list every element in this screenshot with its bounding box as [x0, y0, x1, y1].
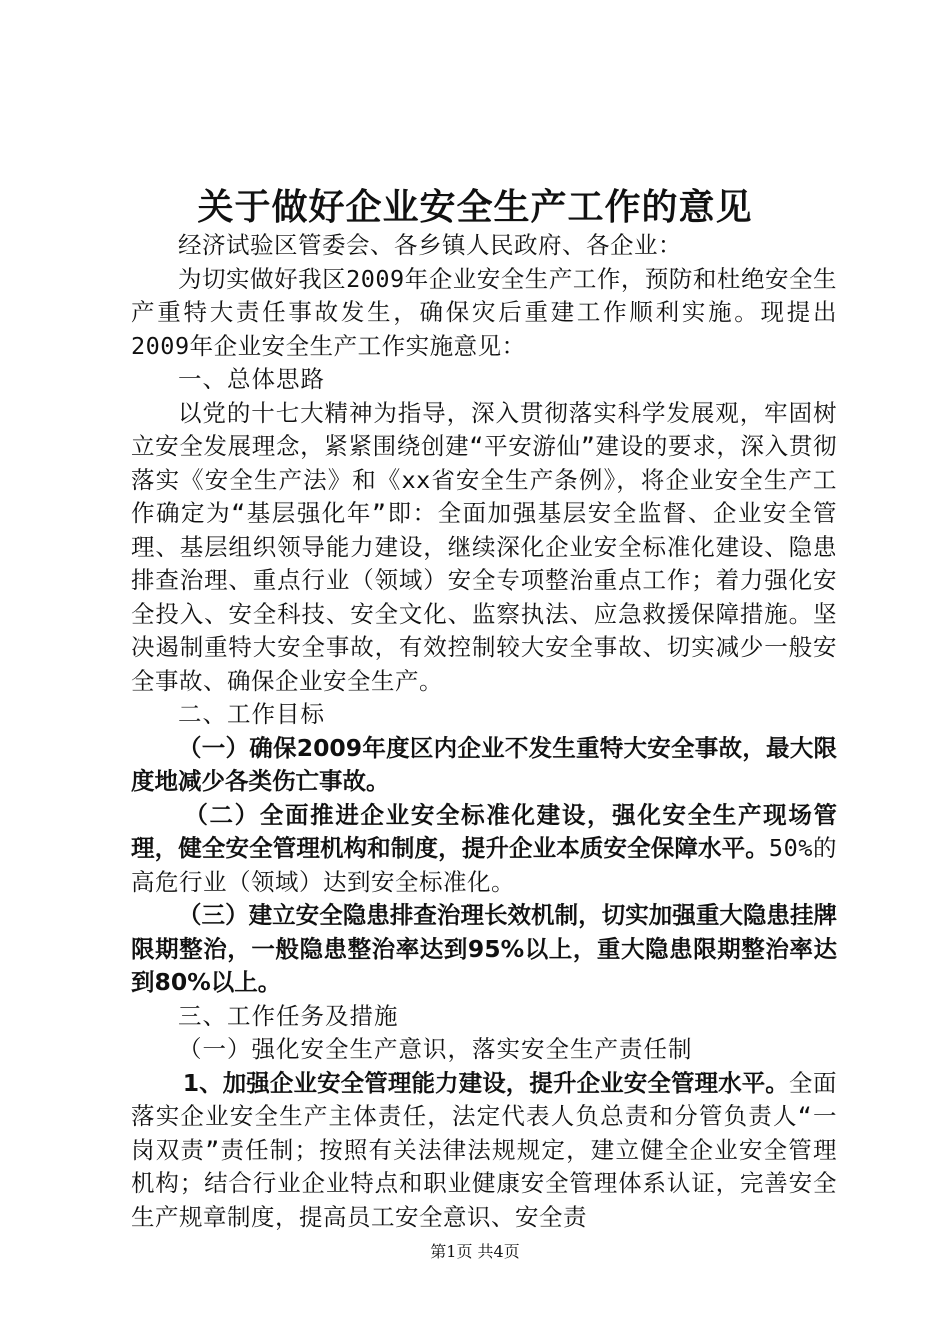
goal-2-normal-text: 50%的高危行业（领域）达到安全标准化。 — [131, 834, 837, 896]
section-heading-3: 三、工作任务及措施 — [178, 1001, 399, 1030]
intro-paragraph: 为切实做好我区2009年企业安全生产工作，预防和杜绝安全生产重特大责任事故发生，确保灾后重建工作顺利实施。现提出2009年企业安全生产工作实施意见： — [131, 264, 837, 360]
item-1-bold-text: 1、加强企业安全管理能力建设，提升企业安全管理水平。 — [182, 1068, 789, 1097]
task-1-heading: （一）强化安全生产意识，落实安全生产责任制 — [178, 1035, 693, 1063]
goal-2-bold-text: （二）全面推进企业安全标准化建设，强化安全生产现场管理，健全安全管理机构和制度，提升企业本质安全保障水平。 — [131, 800, 837, 862]
section-heading-1: 一、总体思路 — [178, 365, 325, 393]
document-title: 关于做好企业安全生产工作的意见 — [197, 186, 753, 228]
item-1-paragraph — [131, 1067, 837, 1235]
item-1-normal-text: 全面落实企业安全生产主体责任，法定代表人负总责和分管负责人“一岗双责”责任制；按照有关法律法规规定，建立健全企业安全管理机构；结合行业企业特点和职业健康安全管理体系认证，完善安全生产规章制度，提高员工安全意识、安全责 — [131, 1068, 837, 1231]
document-body — [131, 229, 837, 1234]
page-footer: 第1页 共4页 — [430, 1242, 520, 1261]
goal-1-paragraph: （一）确保2009年度区内企业不发生重特大安全事故，最大限度地减少各类伤亡事故。 — [131, 733, 837, 795]
goal-3-paragraph: （三）建立安全隐患排查治理长效机制，切实加强重大隐患挂牌限期整治，一般隐患整治率达到95%以上，重大隐患限期整治率达到80%以上。 — [131, 901, 837, 996]
addressee: 经济试验区管委会、各乡镇人民政府、各企业： — [178, 231, 682, 259]
section-1-paragraph: 以党的十七大精神为指导，深入贯彻落实科学发展观，牢固树立安全发展理念，紧紧围绕创建“平安游仙”建设的要求，深入贯彻落实《安全生产法》和《xx省安全生产条例》，将企业安全生产工作确定为“基层强化年”即：全面加强基层安全监督、企业安全管理、基层组织领导能力建设，继续深化企业安全标准化建设、隐患排查治理、重点行业（领域）安全专项整治重点工作；着力强化安全投入、安全科技、安全文化、监察执法、应急救援保障措施。坚决遏制重特大安全事故，有效控制较大安全事故、切实减少一般安全事故、确保企业安全生产。 — [131, 398, 837, 695]
goal-2-paragraph — [131, 799, 837, 900]
section-heading-2: 二、工作目标 — [178, 700, 325, 728]
